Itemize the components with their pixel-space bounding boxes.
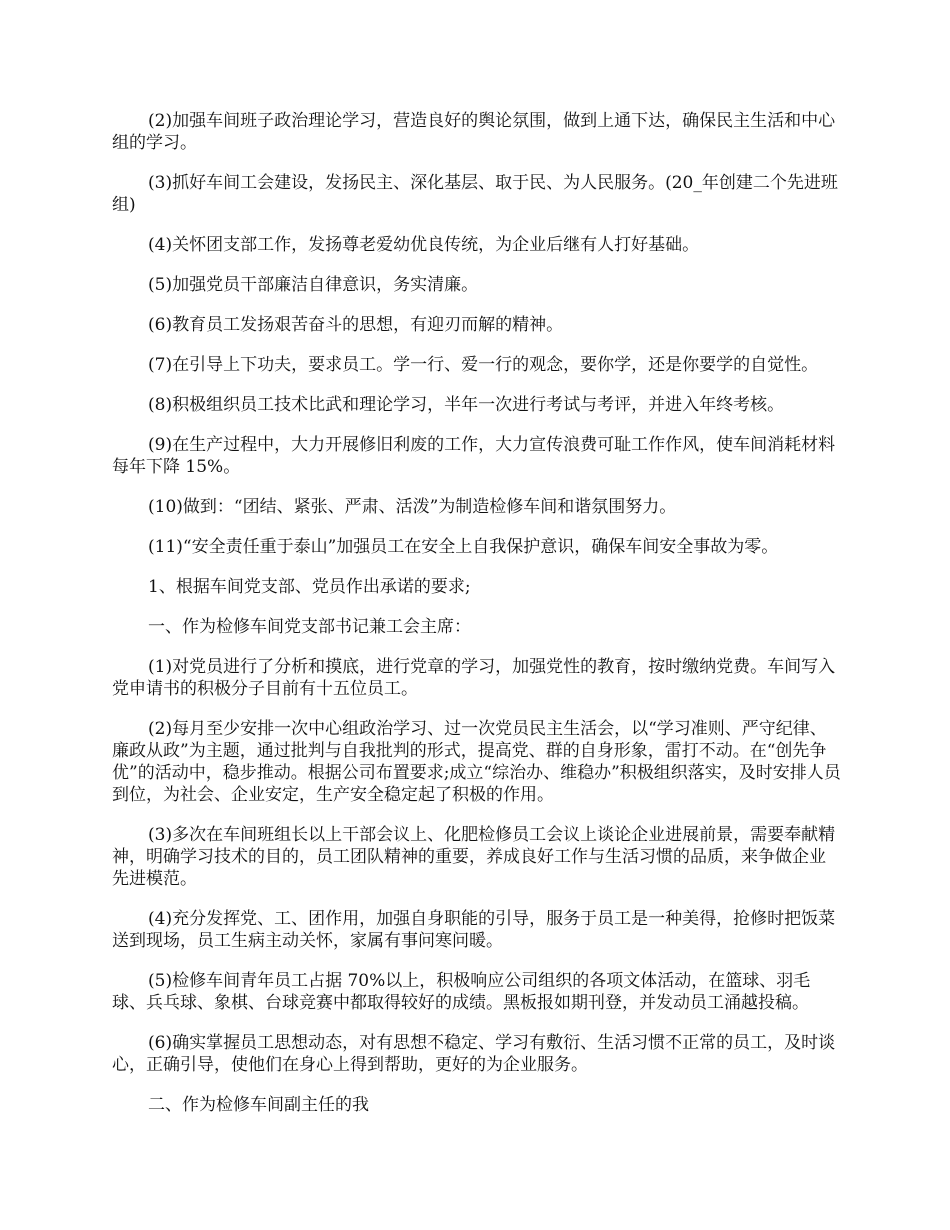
section-heading: 一、作为检修车间党支部书记兼工会主席： [148, 617, 471, 637]
paragraph: (9)在生产过程中，大力开展修旧利废的工作，大力宣传浪费可耻工作作风，使车间消耗材料每年下降 15%。 [112, 435, 836, 477]
paragraph: (2)加强车间班子政治理论学习，营造良好的舆论氛围，做到上通下达，确保民主生活和中心组的学习。 [112, 111, 836, 153]
paragraph: (3)抓好车间工会建设，发扬民主、深化基层、取于民、为人民服务。(20_年创建二个先进班组) [112, 173, 838, 215]
paragraph: (11)“安全责任重于泰山”加强员工在安全上自我保护意识，确保车间安全事故为零。 [148, 537, 779, 557]
paragraph: (7)在引导上下功夫，要求员工。学一行、爱一行的观念，要你学，还是你要学的自觉性。 [148, 355, 819, 375]
paragraph: (4)关怀团支部工作，发扬尊老爱幼优良传统，为企业后继有人打好基础。 [148, 235, 700, 255]
paragraph: (1)对党员进行了分析和摸底，进行党章的学习，加强党性的教育，按时缴纳党费。车间写入党申请书的积极分子目前有十五位员工。 [112, 657, 836, 699]
paragraph: (5)检修车间青年员工占据 70%以上，积极响应公司组织的各项文体活动，在篮球、羽毛球、兵乓球、象棋、台球竞赛中都取得较好的成绩。黑板报如期刊登，并发动员工涌越投稿。 [112, 971, 811, 1013]
paragraph: (4)充分发挥党、工、团作用，加强自身职能的引导，服务于员工是一种美得，抢修时把饭菜送到现场，员工生病主动关怀，家属有事问寒问暖。 [112, 909, 836, 951]
paragraph: (6)确实掌握员工思想动态，对有思想不稳定、学习有敷衍、生活习惯不正常的员工，及时谈心，正确引导，使他们在身心上得到帮助，更好的为企业服务。 [112, 1033, 836, 1075]
paragraph: (3)多次在车间班组长以上干部会议上、化肥检修员工会议上谈论企业进展前景，需要奉献精神，明确学习技术的目的，员工团队精神的重要，养成良好工作与生活习惯的品质，来争做企业先进模范。 [112, 825, 836, 889]
paragraph: (6)教育员工发扬艰苦奋斗的思想，有迎刃而解的精神。 [148, 315, 564, 335]
paragraph: (5)加强党员干部廉洁自律意识，务实清廉。 [148, 275, 479, 295]
paragraph: (10)做到：“团结、紧张、严肃、活泼”为制造检修车间和谐氛围努力。 [148, 497, 677, 517]
section-heading: 二、作为检修车间副主任的我 [148, 1095, 369, 1115]
paragraph: (8)积极组织员工技术比武和理论学习，半年一次进行考试与考评，并进入年终考核。 [148, 395, 785, 415]
paragraph: 1、根据车间党支部、党员作出承诺的要求; [148, 577, 471, 597]
paragraph: (2)每月至少安排一次中心组政治学习、过一次党员民主生活会，以“学习准则、严守纪律、廉政从政”为主题，通过批判与自我批判的形式，提高党、群的自身形象，雷打不动。在“创先争优”的活动中，稳步推动。根据公司布置要求;成立“综治办、维稳办”积极组织落实，及时安排人员到位，为社会、企业安定，生产安全稳定起了积极的作用。 [112, 719, 841, 805]
